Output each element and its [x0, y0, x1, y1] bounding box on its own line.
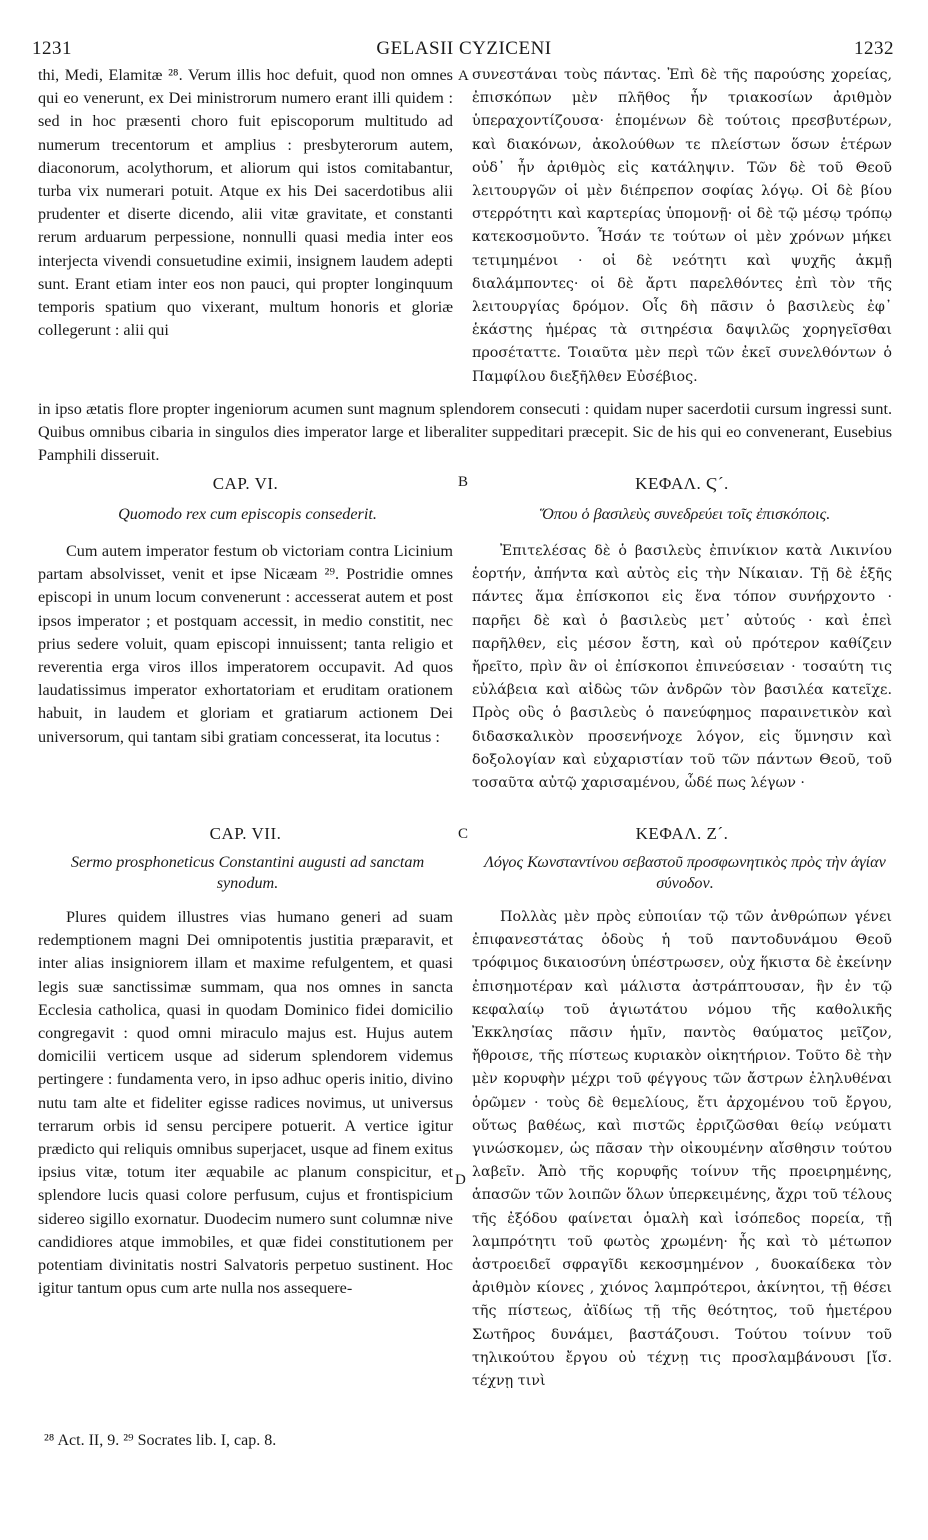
paragraph: Ἐπιτελέσας δὲ ὁ βασιλεὺς ἐπινίκιον κατὰ Λικινίου ἑορτήν, ἀπήντα καὶ αὐτὸς εἰς τὴν Νίκαιαν. Τῇ δὲ ἑξῆς πάντες ἅμα ἐπίσκοποι εἰς ἕνα τόπον συνήρχοντο · παρῆει δὲ καὶ ὁ βασιλεὺς μετ᾽ αὐτούς · καὶ ἐπεὶ παρῆλθεν, εἰς μέσον ἔστη, καὶ οὐ πρότερον καθίζειν ἤρεῖτο, πρὶν ἂν οἱ ἐπίσκοποι ἐπινεύσειαν · τοσαύτη τις εὐλάβεια καὶ αἰδὼς τῶν ἀνδρῶν τὸν βασιλέα κατεῖχε. Πρὸς οὓς ὁ βασιλεὺς ὁ πανεύφημος παραινετικὸν καὶ διδασκαλικὸν προσενήνοχε λόγον, εἰς ὕμνησιν καὶ δοξολογίαν καὶ εὐχαριστίαν τοῦ τῶν πάντων Θεοῦ, τοῦ τοσαῦτα αὐτῷ χαρισαμένου, ὧδέ πως λέγων · [472, 543, 892, 792]
footnotes: ²⁸ Act. II, 9. ²⁹ Socrates lib. I, cap. 8. [44, 1432, 277, 1449]
margin-letter-b: B [458, 474, 469, 490]
latin-text-intro [38, 64, 453, 342]
paragraph: συνεστάναι τοὺς πάντας. Ἐπὶ δὲ τῆς παρούσης χορείας, ἐπισκόπων μὲν πλῆθος ἦν τριακοσίων ἀριθμὸν ὑπεραχοντίζουσα· ἑπομένων δὲ τούτοις πρεσβυτέρων, καὶ διακόνων, ἀκολούθων τε πλείστων ὅσων ἑτέρων οὐδ᾽ ἦν ἀριθμὸς εἰς κατάληψιν. Τῶν δὲ τοῦ Θεοῦ λειτουργῶν οἱ μὲν διέπρεπον σοφίας λόγῳ. Οἱ δὲ βίου στερρότητι καὶ καρτερίας ὑπομονῇ· οἱ δὲ τῷ μέσῳ τρόπῳ κατεκοσμοῦντο. Ἦσάν τε τούτων οἱ μὲν χρόνων μήκει τετιμημένοι · οἱ δὲ νεότητι καὶ ψυχῆς ἀκμῇ διαλάμποντες· οἱ δὲ ἄρτι παρελθόντες ἐπὶ τὸν τῆς λειτουργίας δρόμον. Οἷς δὴ πᾶσιν ὁ βασιλεὺς ἐφ᾽ ἑκάστης ἡμέρας τὰ σιτηρέσια δαψιλῶς χορηγεῖσθαι προσέταττε. Τοιαῦτα μὲν περὶ τῶν ἐκεῖ συνελθόντων ὁ Παμφίλου διεξῆλθεν Εὐσέβιος. [472, 67, 892, 385]
latin-text-chapter7 [38, 906, 453, 1300]
chapter-subtitle-latin: Sermo prosphoneticus Constantini augusti ad sanctam synodum. [70, 853, 425, 892]
chapter-heading-greek: ΚΕΦΑΛ. Ζ´. [635, 824, 729, 843]
paragraph: in ipso ætatis flore propter ingeniorum acumen sunt magnum splendorem consecuti : quidam nuper sacerdotii cursum ingressi sunt. Quibus omnibus cibaria in singulos dies imperator large et liberaliter suppeditari præcepit. Sic de his qui eo convenerant, Eusebius Pamphili disseruit. [38, 400, 892, 465]
latin-text-chapter6 [38, 540, 453, 749]
paragraph: Plures quidem illustres vias humano generi ad suam redemptionem magni Dei omnipotentis justitia præparavit, et inter alias insigniorem illam et maxime refulgentem, et quasi legis suæ sanctissimæ summam, qua nos omnes in sancta Ecclesia catholica, quasi in quodam Dominico fidei domicilio congregavit : quod omni miraculo majus est. Hujus autem domicilii verticem usque ad siderum splendorem videmus pertingere : fundamenta vero, in ipso adhuc operis initio, divino nutu tam alte et fideliter egisse radices novimus, ut universus terrarum orbis id sensu percipere potuerit. A vertice igitur prædicto qui reliquis omnibus superjacet, usque ad finem exitus ipsius vitæ, totum iter æquabile ac planum conspicitur, et splendore lucis quasi colore perfusum, cujus et frontispicium sidereo sigillo exornatur. Duodecim numero sunt columnæ nive candidiores atque immobiles, et quæ fidei constitutionem per potentiam divinitatis nostri Salvatoris perpetuo sustinent. Hoc igitur tantum opus cum arte nulla nos assequere- [38, 908, 453, 1298]
chapter-heading-latin: CAP. VI. [212, 474, 279, 493]
paragraph: thi, Medi, Elamitæ ²⁸. Verum illis hoc defuit, quod non omnes qui eo venerunt, ex Dei ministrorum numero erant illi quidem : sed in hoc præsenti choro fuit episcoporum multitudo ad numerum trecentorum et amplius : presbyterorum autem, diaconorum, acolythorum, et aliorum qui istos comitabantur, turba vix numerari potuit. Atque ex his Dei sacerdotibus alii prudenter et diserte dicendo, alii vitæ gravitate, et constanti rerum arduarum perpessione, nonnulli quasi media inter eos interjecta vivendi consuetudine eximii, insignem laudem adepti sunt. Erant etiam inter eos non pauci, qui propter longinquum temporis spatium quo vixerant, multum honoris et gloriæ collegerunt : alii qui [38, 66, 453, 340]
running-title: GELASII CYZICENI [376, 38, 552, 59]
chapter-heading-latin: CAP. VII. [209, 824, 282, 843]
paragraph: Cum autem imperator festum ob victoriam contra Licinium partam absolvisset, venit et ipse Nicæam ²⁹. Postridie omnes episcopi in unum locum convenerunt : accesserat autem et post ipsos imperator ; et postquam accessit, in medio constitit, nec prius sedere voluit, quam episcopi innuissent; tanta religio et reverentia erga viros illos imperatorem occupavit. Ad quos laudatissimus imperator exhortatoriam et eruditam orationem habuit, in laudem et gloriam et gratiarum actionem Dei universorum, qui tantam sibi gratiam concesserat, ita locutus : [38, 542, 453, 746]
full-width-text [38, 398, 892, 468]
margin-letter-c: C [458, 826, 469, 842]
chapter-subtitle-latin: Quomodo rex cum episcopis consederit. [118, 505, 377, 523]
page-number-right: 1232 [854, 38, 894, 59]
greek-text-chapter6 [472, 540, 892, 795]
chapter-subtitle-greek: Λόγος Κωνσταντίνου σεβαστοῦ προσφωνητικὸς πρὸς τὴν ἁγίαν σύνοδον. [484, 853, 886, 892]
greek-text-intro [472, 64, 892, 389]
chapter-subtitle-greek: Ὅπου ὁ βασιλεὺς συνεδρεύει τοῖς ἐπισκόποις. [539, 505, 831, 523]
page-number-left: 1231 [32, 38, 72, 59]
greek-text-chapter7 [472, 906, 892, 1393]
chapter-heading-greek: ΚΕΦΑΛ. Ϛ´. [635, 474, 729, 493]
margin-letter-a: A [458, 68, 469, 84]
paragraph: Πολλὰς μὲν πρὸς εὐποιίαν τῷ τῶν ἀνθρώπων γένει ἐπιφανεστάτας ὁδοὺς ἡ τοῦ παντοδυνάμου Θεοῦ τρόφιμος δικαιοσύνη ὑπέστρωσεν, οὐχ ἥκιστα δὲ ἐκείνην ἐπισημοτέραν καὶ μάλιστα ἀστράπτουσαν, ἣν ἐν τῷ κεφαλαίῳ τοῦ ἁγιωτάτου νόμου τῆς καθολικῆς Ἐκκλησίας πᾶσιν ἡμῖν, παντὸς θαύματος μεῖζον, ἤθροισε, τῆς πίστεως κυριακὸν οἰκητήριον. Τοῦτο δὲ τὴν μὲν κορυφὴν μέχρι τοῦ φέγγους τῶν ἄστρων ἐληλυθέναι ὁρῶμεν · τοὺς δὲ θεμελίους, ἔτι ἀρχομένου τοῦ ἔργου, οὕτως βαθέως, καὶ πιστῶς ἐρριζῶσθαι θείῳ νεύματι γινώσκομεν, ὡς πᾶσαν τὴν οἰκουμένην αἴσθησιν τούτου λαβεῖν. Ἀπὸ τῆς κορυφῆς τοίνυν τῆς προειρημένης, ἁπασῶν τῶν λοιπῶν ὅλων ὑπερκειμένης, ἄχρι τοῦ τέλους τῆς ἐξόδου φαίνεται ὁμαλὴ καὶ ἰσόπεδος πορεία, τῇ λαμπρότητι τοῦ φωτὸς χρωμένη· ἧς καὶ τὸ μέτωπον ἀστροειδεῖ σφραγῖδι κεκοσμημένον , δυοκαίδεκα τὸν ἀριθμὸν κίονες , χιόνος λαμπρότεροι, ἀκίνητοι, τῇ θέσει τῆς πίστεως, ἀϊδίως τῇ τῆς θεότητος, τοῦ ἡμετέρου Σωτῆρος δυνάμει, βαστάζουσι. Τούτου τοίνυν τοῦ τηλικούτου ἔργου οὐ τέχνῃ τις προσλαμβάνουσι [ἴσ. τέχνῃ τινὶ [472, 909, 892, 1390]
margin-letter-d: D [455, 1172, 466, 1188]
